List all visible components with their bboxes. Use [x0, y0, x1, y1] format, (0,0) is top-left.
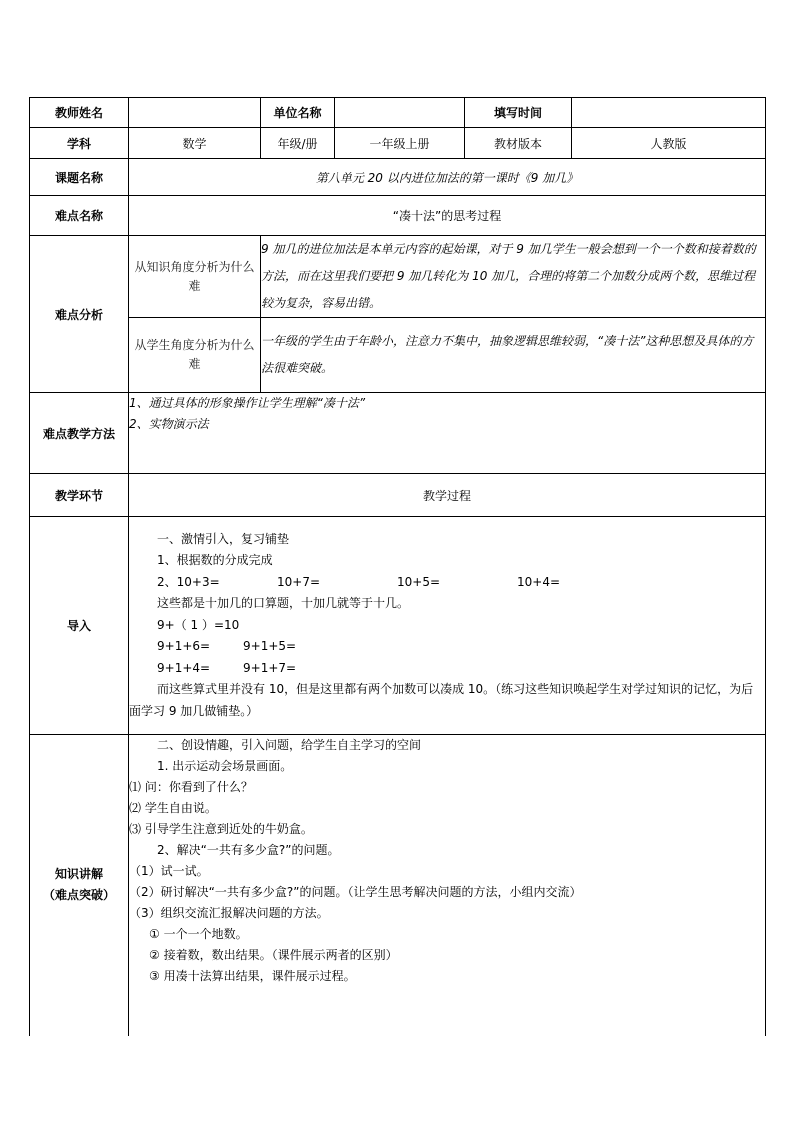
intro-line: 9+（ 1 ）=10	[157, 617, 240, 632]
knowledge-label-main: 知识讲解	[54, 867, 103, 882]
knowledge-line: （1）试一试。	[129, 864, 209, 878]
knowledge-line: ⑶ 引导学生注意到近处的牛奶盒。	[129, 822, 313, 836]
knowledge-line: ② 接着数，数出结果。（课件展示两者的区别）	[149, 948, 398, 962]
process-label: 教学过程	[129, 474, 766, 517]
knowledge-line: ③ 用凑十法算出结果，课件展示过程。	[149, 969, 356, 983]
knowledge-line: （3）组织交流汇报解决问题的方法。	[129, 906, 329, 920]
grade-value: 一年级上册	[335, 128, 465, 159]
student-angle-label: 从学生角度分析为什么难	[129, 318, 261, 393]
topic-row	[30, 159, 766, 196]
intro-title: 一、激情引入，复习铺垫	[157, 531, 290, 546]
teacher-name-label: 教师姓名	[30, 98, 129, 128]
knowledge-label	[30, 735, 129, 1036]
knowledge-line: （2）研讨解决“一共有多少盒?”的问题。（让学生思考解决问题的方法，小组内交流）	[129, 885, 582, 899]
subject-value: 数学	[129, 128, 261, 159]
knowledge-label-sub: （难点突破）	[42, 888, 115, 903]
knowledge-line: ① 一个一个地数。	[149, 927, 248, 941]
intro-line: 1、根据数的分成完成	[157, 553, 273, 568]
intro-label: 导入	[30, 517, 129, 735]
knowledge-angle-label: 从知识角度分析为什么难	[129, 236, 261, 318]
analysis-label: 难点分析	[30, 236, 129, 393]
lesson-plan-table	[29, 97, 766, 1036]
info-row	[30, 98, 766, 128]
unit-name-label: 单位名称	[261, 98, 335, 128]
stage-label: 教学环节	[30, 474, 129, 517]
subject-label: 学科	[30, 128, 129, 159]
knowledge-angle-text: 9 加几的进位加法是本单元内容的起始课，对于 9 加几学生一般会想到一个一个数和接着数的方法，而在这里我们要把 9 加几转化为 10 加几，合理的将第二个加数分成两个数，思维过程较为复杂，容易出错。	[261, 236, 766, 318]
unit-name-field[interactable]	[335, 98, 465, 128]
knowledge-content	[129, 735, 766, 1036]
subject-row	[30, 128, 766, 159]
topic-label: 课题名称	[30, 159, 129, 196]
fill-time-label: 填写时间	[465, 98, 572, 128]
knowledge-row	[30, 735, 766, 1036]
intro-line: 这些都是十加几的口算题，十加几就等于十几。	[157, 596, 410, 611]
analysis-knowledge-row	[30, 236, 766, 318]
intro-line: 9+1+6= 9+1+5=	[157, 639, 297, 654]
difficulty-row	[30, 196, 766, 236]
process-header-row	[30, 474, 766, 517]
method-row	[30, 393, 766, 474]
edition-value: 人教版	[572, 128, 766, 159]
knowledge-line: 2、解决“一共有多少盒?”的问题。	[157, 843, 340, 857]
intro-content	[129, 517, 766, 735]
method-list	[129, 393, 766, 474]
intro-line: 2、10+3= 10+7= 10+5= 10+4=	[157, 574, 561, 589]
grade-label: 年级/册	[261, 128, 335, 159]
knowledge-line: 二、创设情趣，引入问题，给学生自主学习的空间	[157, 738, 422, 752]
fill-time-field[interactable]	[572, 98, 766, 128]
intro-line: 9+1+4= 9+1+7=	[157, 660, 297, 675]
knowledge-line: ⑴ 问：你看到了什么？	[129, 780, 253, 794]
method-item: 1、通过具体的形象操作让学生理解“凑十法”	[129, 396, 366, 410]
edition-label: 教材版本	[465, 128, 572, 159]
method-item: 2、实物演示法	[129, 417, 209, 431]
method-label: 难点教学方法	[30, 393, 129, 474]
intro-row	[30, 517, 766, 735]
intro-paragraph: 而这些算式里并没有 10，但是这里都有两个加数可以凑成 10。（练习这些知识唤起学生对学过知识的记忆，为后面学习 9 加几做铺垫。）	[129, 682, 754, 718]
difficulty-label: 难点名称	[30, 196, 129, 236]
knowledge-line: ⑵ 学生自由说。	[129, 801, 217, 815]
teacher-name-field[interactable]	[129, 98, 261, 128]
difficulty-value: “凑十法”的思考过程	[129, 196, 766, 236]
knowledge-line: 1. 出示运动会场景画面。	[157, 759, 293, 773]
topic-value: 第八单元 20 以内进位加法的第一课时《9 加几》	[129, 159, 766, 196]
analysis-student-row	[30, 318, 766, 393]
student-angle-text: 一年级的学生由于年龄小，注意力不集中，抽象逻辑思维较弱，“凑十法”这种思想及具体的方法很难突破。	[261, 318, 766, 393]
